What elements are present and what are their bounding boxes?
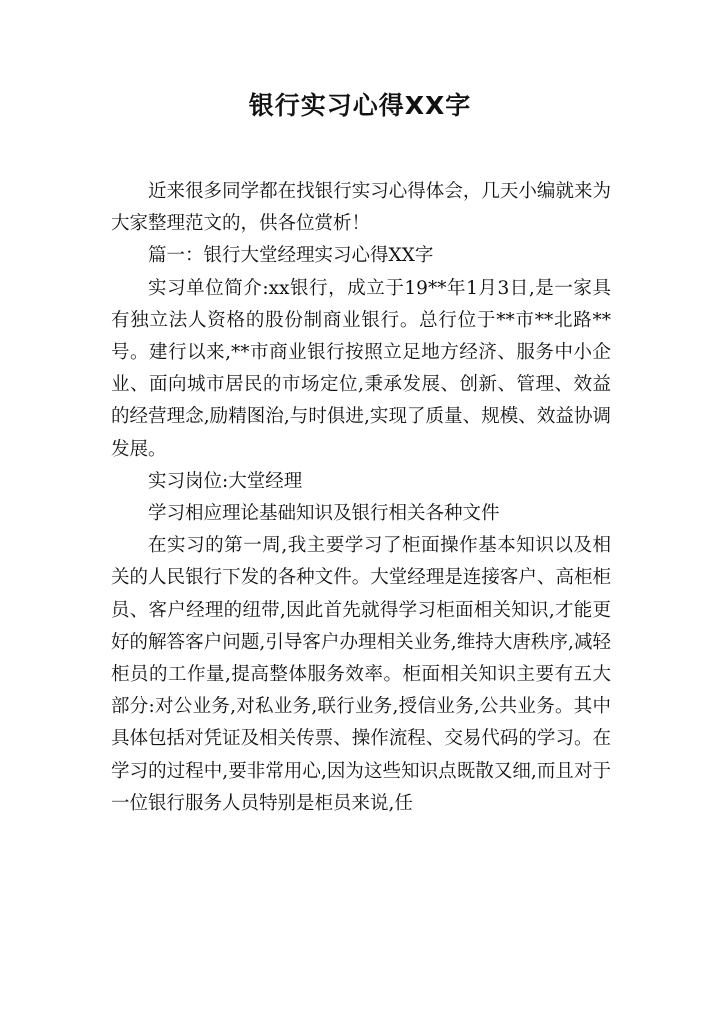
- paragraph-intro: 近来很多同学都在找银行实习心得体会，几天小编就来为大家整理范文的，供各位赏析！: [111, 181, 611, 235]
- paragraph-position: 实习岗位:大堂经理: [148, 470, 303, 492]
- paragraph-company-intro: 实习单位简介:xx银行，成立于19**年1月3日,是一家具有独立法人资格的股份制商业银行。总行位于**市**北路**号。建行以来,**市商业银行按照立足地方经济、服务中小企业、面向城市居民的市场定位,秉承发展、创新、管理、效益的经营理念,励精图治,与时俱进,实现了质量、规模、效益协调发展。: [111, 277, 611, 460]
- document-title: 银行实习心得XX字: [248, 91, 472, 120]
- paragraph-subheading: 学习相应理论基础知识及银行相关各种文件: [148, 503, 500, 525]
- paragraph-first-week: 在实习的第一周,我主要学习了柜面操作基本知识以及相关的人民银行下发的各种文件。大堂经理是连接客户、高柜柜员、客户经理的纽带,因此首先就得学习柜面相关知识,才能更好的解答客户问题,引导客户办理相关业务,维持大唐秩序,减轻柜员的工作量,提高整体服务效率。柜面相关知识主要有五大部分:对公业务,对私业务,联行业务,授信业务,公共业务。其中具体包括对凭证及相关传票、操作流程、交易代码的学习。在学习的过程中,要非常用心,因为这些知识点既散又细,而且对于一位银行服务人员特别是柜员来说,任: [111, 535, 611, 814]
- document-body: [111, 176, 611, 820]
- section-heading: 篇一：银行大堂经理实习心得XX字: [148, 245, 434, 267]
